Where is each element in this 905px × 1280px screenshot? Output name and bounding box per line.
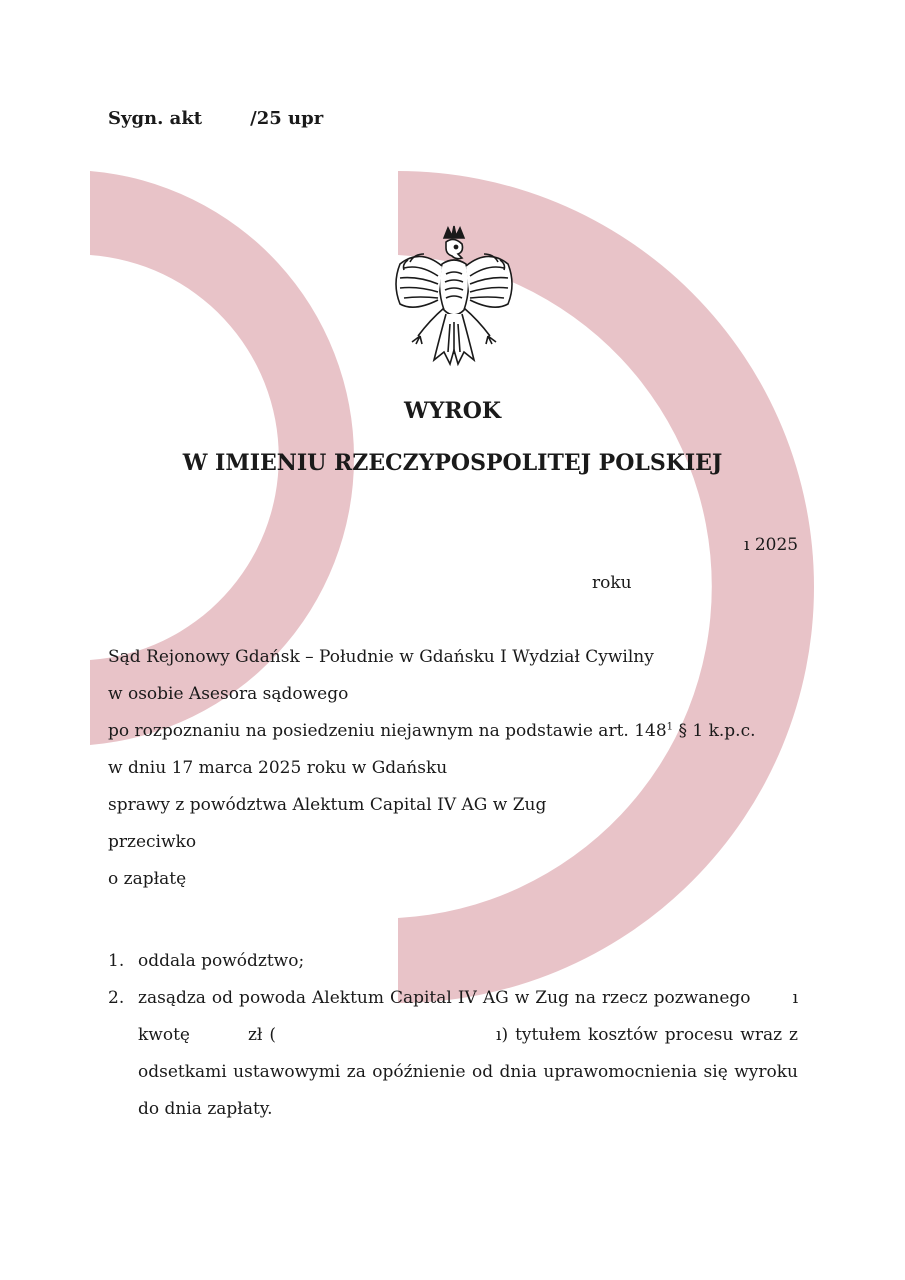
signature-suffix: /25 upr xyxy=(250,108,324,129)
ruling-text-part1: zasądza od powoda Alektum Capital IV AG w Zug na rzecz pozwanego xyxy=(138,988,751,1008)
case-signature xyxy=(108,108,323,129)
procedure-superscript: 1 xyxy=(666,721,674,733)
judgment-subtitle: W IMIENIU RZECZYPOSPOLITEJ POLSKIEJ xyxy=(182,450,723,476)
procedure-line xyxy=(108,721,756,741)
ruling-item-number: 2. xyxy=(108,988,125,1008)
procedure-article: § 1 k.p.c. xyxy=(673,721,756,741)
procedure-text: po rozpoznaniu na posiedzeniu niejawnym na podstawie art. 148 xyxy=(108,721,667,741)
ruling-item xyxy=(108,943,798,980)
judge-line: w osobie Asesora sądowego xyxy=(108,684,349,704)
ruling-item xyxy=(108,980,798,1128)
court-name: Sąd Rejonowy Gdańsk – Południe w Gdańsku I Wydział Cywilny xyxy=(108,647,654,667)
judgment-date-year: ı 2025 xyxy=(744,535,799,555)
signature-label: Sygn. akt xyxy=(108,108,203,129)
plaintiff-line: sprawy z powództwa Alektum Capital IV AG w Zug xyxy=(108,795,547,815)
ruling-text-part2: ı kwotę xyxy=(138,988,799,1045)
judgment-title: WYROK xyxy=(404,398,501,424)
ruling-item-text xyxy=(138,980,798,1128)
subject-line: o zapłatę xyxy=(108,869,187,889)
defendant-line: przeciwko xyxy=(108,832,197,852)
ruling-text-part3: zł ( xyxy=(247,1025,277,1045)
hearing-line: w dniu 17 marca 2025 roku w Gdańsku xyxy=(108,758,448,778)
judgment-date-suffix: roku xyxy=(592,573,632,593)
ruling-item-text: oddala powództwo; xyxy=(138,951,305,971)
ruling-text-part4: ı) tytułem kosztów procesu wraz z odsetkami ustawowymi za opóźnienie od dnia uprawomocnienia się wyroku do dnia zapłaty. xyxy=(138,1025,798,1119)
polish-eagle-icon xyxy=(390,224,518,368)
ruling-list xyxy=(108,943,798,1128)
ruling-item-number: 1. xyxy=(108,951,125,971)
